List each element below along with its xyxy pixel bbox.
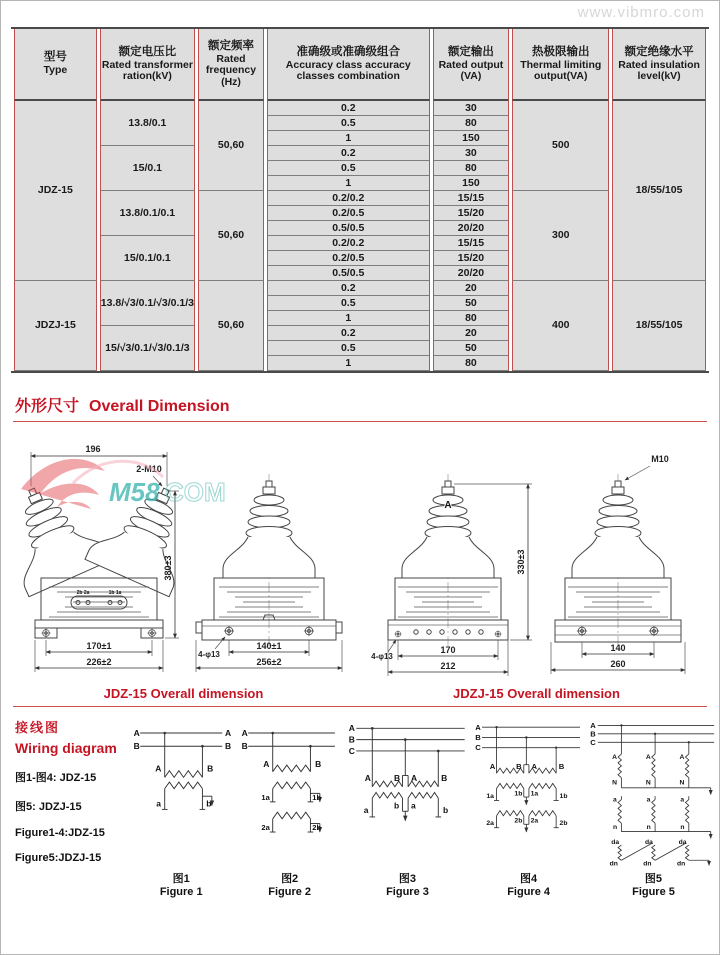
wiring-figure-2 — [235, 717, 343, 899]
winding-label: dn — [609, 860, 618, 867]
wiring-figure-2-svg — [235, 717, 343, 849]
dim-label: M10 — [650, 454, 669, 464]
col-header-output — [433, 29, 510, 101]
dim-label: 196 — [84, 444, 101, 454]
table-row — [14, 191, 706, 206]
bus-label: B — [348, 734, 355, 745]
dim-label: 2-M10 — [135, 464, 162, 474]
winding-label: a — [156, 798, 161, 809]
bus-label: C — [475, 743, 481, 753]
dim-label: 226±2 — [86, 657, 111, 667]
winding-label: 1a — [261, 792, 271, 802]
header-zh: 额定电压比 — [118, 45, 177, 58]
watermark-url: www.vibmro.com — [577, 4, 705, 21]
cell-ratio: 15/0.1 — [100, 146, 195, 191]
cell-output: 15/15 — [433, 191, 510, 206]
winding-label: B — [393, 773, 400, 784]
header-zh: 额定输出 — [447, 45, 494, 58]
col-header-accuracy — [267, 29, 430, 101]
wiring-figure-5-svg — [586, 717, 720, 867]
cell-output: 80 — [433, 116, 510, 131]
winding-label: da — [611, 839, 620, 847]
figure-caption: 图1 Figure 1 — [159, 873, 203, 898]
cell-output: 50 — [433, 341, 510, 356]
winding-label: b — [393, 800, 400, 811]
bus-label: A — [475, 722, 481, 732]
cell-output: 80 — [433, 311, 510, 326]
drawing-caption-jdz15: JDZ-15 Overall dimension — [103, 686, 264, 701]
cell-output: 50 — [433, 296, 510, 311]
cell-accuracy: 1 — [267, 311, 430, 326]
winding-label: A — [489, 761, 496, 771]
cell-output: 150 — [433, 176, 510, 191]
cell-accuracy: 0.5 — [267, 341, 430, 356]
winding-label: b — [442, 805, 449, 816]
cell-ratio: 13.8/0.1/0.1 — [100, 191, 195, 236]
drawing-group-jdz15 — [15, 428, 353, 701]
cell-ratio: 13.8/√3/0.1/√3/0.1/3 — [100, 281, 195, 326]
bus-label: B — [242, 741, 249, 752]
winding-label: A — [645, 754, 651, 762]
cell-accuracy: 0.5/0.5 — [267, 266, 430, 281]
bus-label: A — [133, 727, 140, 738]
header-zh: 热极限输出 — [532, 45, 590, 58]
section-title-dimensions — [15, 393, 719, 416]
cell-output: 80 — [433, 356, 510, 371]
winding-label: B — [315, 758, 322, 769]
figure-caption: 图2 Figure 2 — [268, 873, 312, 898]
cell-output: 20 — [433, 326, 510, 341]
cell-accuracy: 0.5 — [267, 296, 430, 311]
winding-label: n — [680, 824, 685, 832]
cell-accuracy: 0.2/0.2 — [267, 236, 430, 251]
wiring-note: 图5: JDZJ-15 — [15, 801, 82, 813]
cell-accuracy: 0.2/0.5 — [267, 206, 430, 221]
winding-label: 1b — [559, 792, 568, 800]
winding-label: B — [207, 763, 214, 774]
winding-label: B — [558, 761, 565, 771]
bus-label: B — [475, 732, 481, 742]
winding-label: A — [364, 773, 371, 784]
winding-label: b — [206, 798, 212, 809]
table-row — [14, 281, 706, 296]
cell-output: 15/20 — [433, 251, 510, 266]
cell-output: 80 — [433, 161, 510, 176]
wiring-figure-5 — [586, 717, 720, 899]
winding-label: a — [680, 796, 685, 804]
wiring-figure-1 — [127, 717, 235, 899]
cell-frequency: 50,60 — [198, 281, 264, 371]
wiring-note: 图1-图4: JDZ-15 — [15, 772, 97, 784]
winding-label: 2b — [514, 817, 523, 825]
winding-label: B — [516, 761, 522, 771]
cell-accuracy: 1 — [267, 356, 430, 371]
dim-label: 170±1 — [86, 641, 111, 651]
winding-label: N — [645, 779, 651, 787]
cell-thermal: 500 — [512, 101, 609, 191]
wiring-section — [1, 707, 719, 899]
wiring-figures — [127, 717, 720, 899]
winding-label: A — [410, 773, 417, 784]
wiring-notes — [11, 717, 127, 899]
cell-thermal: 300 — [512, 191, 609, 281]
header-en: Type — [43, 64, 68, 77]
winding-label: 2b — [312, 823, 322, 833]
header-zh: 额定绝缘水平 — [624, 45, 694, 58]
winding-label: 1a — [530, 790, 539, 798]
cell-accuracy: 1 — [267, 131, 430, 146]
bus-label: B — [133, 741, 140, 752]
header-zh: 型号 — [43, 51, 67, 64]
col-header-type — [14, 29, 97, 101]
cell-output: 30 — [433, 146, 510, 161]
terminal-label: 2b 2a — [76, 590, 89, 596]
winding-label: a — [363, 805, 369, 816]
bus-label: C — [590, 737, 596, 747]
winding-label: a — [410, 800, 416, 811]
cell-insulation: 18/55/105 — [612, 101, 706, 281]
bus-label: C — [348, 745, 355, 756]
header-en: Rated insulation level(kV) — [618, 58, 700, 82]
bus-label: B — [590, 729, 596, 739]
header-zh: 准确级或准确级组合 — [296, 45, 400, 58]
header-zh: 额定频率 — [208, 39, 254, 52]
winding-label: n — [613, 824, 618, 832]
wiring-figure-3-svg — [344, 717, 471, 849]
cell-accuracy: 0.5 — [267, 116, 430, 131]
dim-label: 380±3 — [162, 555, 173, 581]
cell-type: JDZJ-15 — [14, 281, 97, 371]
dim-label: 170 — [439, 645, 456, 655]
logo-text-main: M58 — [109, 477, 160, 507]
winding-label: A — [155, 763, 162, 774]
drawing-jdz15-single-pole — [185, 428, 353, 684]
bus-label: A — [348, 723, 355, 734]
terminal-label: 1b 1a — [108, 590, 121, 596]
winding-label: da — [645, 839, 653, 847]
logo-text-suffix: COM — [165, 477, 226, 507]
cell-thermal: 400 — [512, 281, 609, 371]
wiring-title-en: Wiring diagram — [15, 740, 117, 756]
header-en: Thermal limiting output(VA) — [520, 58, 602, 82]
winding-label: a — [613, 796, 617, 804]
cell-accuracy: 0.5 — [267, 161, 430, 176]
header-en: Rated transformer ration(kV) — [101, 58, 193, 82]
winding-label: a — [646, 796, 651, 804]
header-en: Rated frequency (Hz) — [205, 52, 257, 88]
cell-accuracy: 0.2/0.2 — [267, 191, 430, 206]
winding-label: 2a — [530, 817, 539, 825]
winding-label: 1a — [486, 792, 495, 800]
winding-label: N — [679, 779, 685, 787]
winding-label: n — [646, 824, 651, 832]
table-header-row — [14, 29, 706, 101]
cell-output: 15/20 — [433, 206, 510, 221]
spec-table — [11, 27, 709, 373]
figure-caption: 图5 Figure 5 — [632, 873, 675, 898]
cell-ratio: 15/0.1/0.1 — [100, 236, 195, 281]
header-en: Accuracy class accuracy classes combination — [285, 58, 411, 82]
winding-label: dn — [643, 860, 652, 867]
cell-insulation: 18/55/105 — [612, 281, 706, 371]
col-header-frequency — [198, 29, 264, 101]
cell-output: 150 — [433, 131, 510, 146]
cell-frequency: 50,60 — [198, 191, 264, 281]
winding-label: N — [612, 779, 618, 787]
drawing-jdzj15-front — [368, 428, 536, 684]
bus-label: B — [225, 741, 232, 752]
dim-label: 4-φ13 — [370, 652, 393, 661]
cell-ratio: 13.8/0.1 — [100, 101, 195, 146]
cell-accuracy: 0.5/0.5 — [267, 221, 430, 236]
winding-label: 2a — [486, 820, 495, 828]
dim-label: 256±2 — [256, 657, 281, 667]
cell-accuracy: 0.2 — [267, 101, 430, 116]
cell-type: JDZ-15 — [14, 101, 97, 281]
dim-label: 212 — [439, 661, 456, 671]
wiring-figure-1-svg — [127, 717, 235, 849]
cell-accuracy: 0.2 — [267, 326, 430, 341]
cell-frequency: 50,60 — [198, 101, 264, 191]
winding-label: 1b — [312, 792, 322, 802]
cell-output: 30 — [433, 101, 510, 116]
drawing-jdzj15-side — [538, 428, 706, 684]
col-header-thermal — [512, 29, 609, 101]
bus-label: A — [225, 727, 232, 738]
cell-output: 20/20 — [433, 266, 510, 281]
dimension-drawings — [1, 422, 719, 701]
bus-label: A — [590, 720, 596, 730]
winding-label: B — [440, 773, 448, 784]
figure-caption: 图4 Figure 4 — [507, 873, 550, 898]
wiring-note: Figure1-4:JDZ-15 — [15, 827, 105, 839]
bus-label: A — [242, 727, 249, 738]
wiring-figure-4 — [471, 717, 586, 899]
winding-label: da — [678, 839, 687, 847]
wiring-figure-3 — [344, 717, 471, 899]
col-header-insulation — [612, 29, 706, 101]
dim-label: 260 — [609, 659, 626, 669]
wiring-note: Figure5:JDZJ-15 — [15, 852, 102, 864]
cell-output: 20/20 — [433, 221, 510, 236]
cell-accuracy: 1 — [267, 176, 430, 191]
winding-label: 1b — [514, 790, 523, 798]
dim-label: 140±1 — [256, 641, 281, 651]
phase-marker: A — [443, 500, 452, 511]
section-title-zh: 外形尺寸 — [15, 398, 80, 415]
cell-output: 20 — [433, 281, 510, 296]
drawing-jdz15-two-pole — [15, 428, 183, 684]
wiring-figure-4-svg — [471, 717, 586, 849]
cell-accuracy: 0.2 — [267, 281, 430, 296]
table-row — [14, 101, 706, 116]
col-header-ratio — [100, 29, 195, 101]
drawing-group-jdzj15 — [368, 428, 706, 701]
dim-label: 140 — [609, 643, 626, 653]
winding-label: A — [612, 754, 618, 762]
section-title-en: Overall Dimension — [89, 398, 230, 415]
header-en: Rated output (VA) — [438, 58, 504, 82]
drawing-caption-jdzj15: JDZJ-15 Overall dimension — [453, 686, 620, 701]
winding-label: A — [679, 754, 685, 762]
figure-caption: 图3 Figure 3 — [386, 873, 429, 898]
cell-accuracy: 0.2/0.5 — [267, 251, 430, 266]
cell-ratio: 15/√3/0.1/√3/0.1/3 — [100, 326, 195, 371]
cell-accuracy: 0.2 — [267, 146, 430, 161]
winding-label: dn — [677, 860, 686, 867]
cell-output: 15/15 — [433, 236, 510, 251]
winding-label: 2a — [261, 823, 271, 833]
dim-label: 330±3 — [515, 549, 526, 575]
winding-label: 2b — [559, 820, 568, 828]
dim-label: 4-φ13 — [197, 650, 220, 659]
winding-label: A — [531, 761, 538, 771]
winding-label: A — [263, 758, 270, 769]
wiring-title-zh: 接线图 — [15, 720, 61, 735]
